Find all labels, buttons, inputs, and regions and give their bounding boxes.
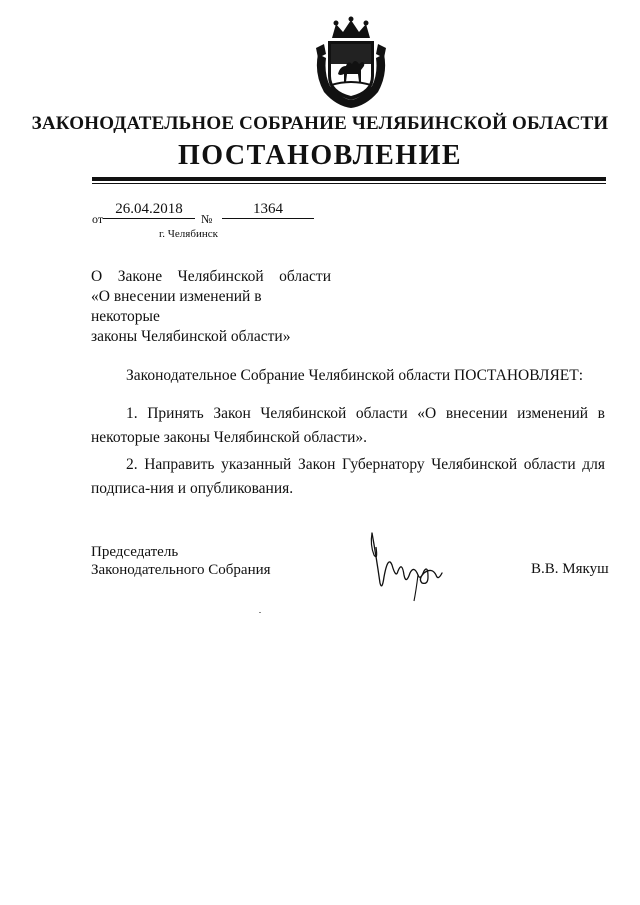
header-rule-thick (92, 177, 606, 181)
header-rule-thin (92, 183, 606, 184)
document-subject (91, 267, 331, 347)
date-prefix: от (92, 212, 104, 226)
handwritten-signature (362, 525, 454, 605)
resolution-intro: Законодательное Собрание Челябинской области ПОСТАНОВЛЯЕТ: (126, 367, 584, 384)
document-date: 26.04.2018 (103, 200, 195, 219)
resolution-item-1: 1. Принять Закон Челябинской области «О внесении изменений в некоторые законы Челябинской области». (91, 405, 605, 446)
subject-line-1: О Законе Челябинской области (91, 268, 331, 285)
signatory-position (91, 543, 271, 579)
coat-of-arms-icon (312, 14, 390, 110)
signatory-name: В.В. Мякуш (531, 561, 609, 577)
city-label: г. Челябинск (159, 228, 218, 240)
position-line-2: Законодательного Собрания (91, 562, 271, 578)
subject-line-2: «О внесении изменений в некоторые (91, 288, 262, 325)
position-line-1: Председатель (91, 544, 179, 560)
document-type-heading: ПОСТАНОВЛЕНИЕ (177, 140, 463, 171)
number-label: № (201, 212, 213, 226)
document-number: 1364 (222, 200, 314, 219)
scan-artifact (259, 612, 261, 613)
subject-line-3: законы Челябинской области» (91, 328, 291, 345)
organization-title: ЗАКОНОДАТЕЛЬНОЕ СОБРАНИЕ ЧЕЛЯБИНСКОЙ ОБЛАСТИ (31, 113, 609, 134)
resolution-item-2: 2. Направить указанный Закон Губернатору Челябинской области для подписа-ния и опубликования. (91, 456, 605, 497)
